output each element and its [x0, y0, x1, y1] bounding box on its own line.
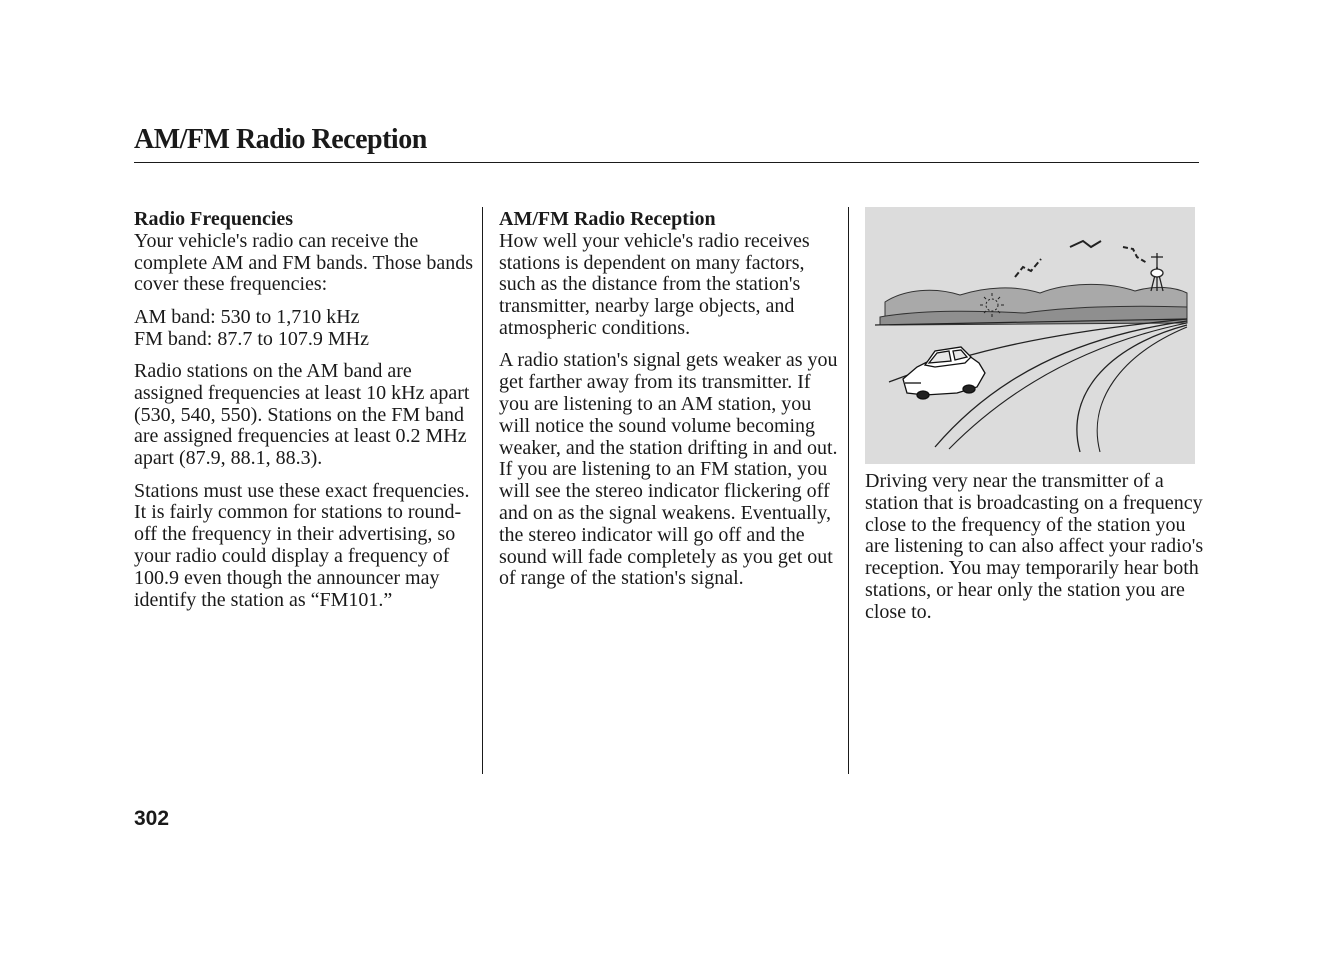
car-transmitter-illustration [865, 207, 1195, 464]
fm-band-line: FM band: 87.7 to 107.9 MHz [134, 327, 369, 350]
page-number: 302 [134, 807, 170, 830]
section-heading-radio-frequencies: Radio Frequencies [134, 208, 294, 230]
band-list [134, 307, 474, 351]
paragraph-signal-weakening: A radio station's signal gets weaker as you get farther away from its transmitter. If you are listening to an AM station, you will notice the sound volume becoming weaker, and the station drifting in and out. If you are listening to an FM station, you will see the stereo indicator flickering off and on as the signal weakens. Eventually, the stereo indicator will go off and the sound will fade completely as you get out of range of the station's signal. [499, 349, 838, 590]
column-divider-left [482, 207, 483, 774]
paragraph-near-transmitter: Driving very near the transmitter of a station that is broadcasting on a frequency close to the frequency of the station you are listening to can also affect your radio's reception. You may temporarily hear both stations, or hear only the station you are close to. [865, 470, 1204, 623]
column-divider-right [848, 207, 849, 774]
page-title: AM/FM Radio Reception [134, 124, 427, 155]
transmitter-tower-icon [1151, 253, 1163, 291]
column-reception [499, 209, 839, 601]
title-rule [134, 162, 1199, 163]
paragraph-bands-intro: Your vehicle's radio can receive the complete AM and FM bands. Those bands cover these frequencies: [134, 229, 474, 296]
paragraph-frequency-spacing: Radio stations on the AM band are assigned frequencies at least 10 kHz apart (530, 540, 550). Stations on the FM band are assigned frequencies at least 0.2 MHz apart (87.9, 88.1, 88.3). [134, 359, 470, 470]
radio-wave-icon [1015, 241, 1147, 277]
column-near-transmitter [865, 471, 1205, 634]
section-heading-reception: AM/FM Radio Reception [499, 208, 716, 230]
column-radio-frequencies [134, 209, 474, 622]
am-band-line: AM band: 530 to 1,710 kHz [134, 305, 360, 328]
paragraph-reception-factors: How well your vehicle's radio receives stations is dependent on many factors, such as the distance from the station's transmitter, nearby large objects, and atmospheric conditions. [499, 229, 810, 339]
paragraph-exact-frequencies: Stations must use these exact frequencies. It is fairly common for stations to round-off the frequency in their advertising, so your radio could display a frequency of 100.9 even though the announcer may identify the station as “FM101.” [134, 479, 470, 611]
